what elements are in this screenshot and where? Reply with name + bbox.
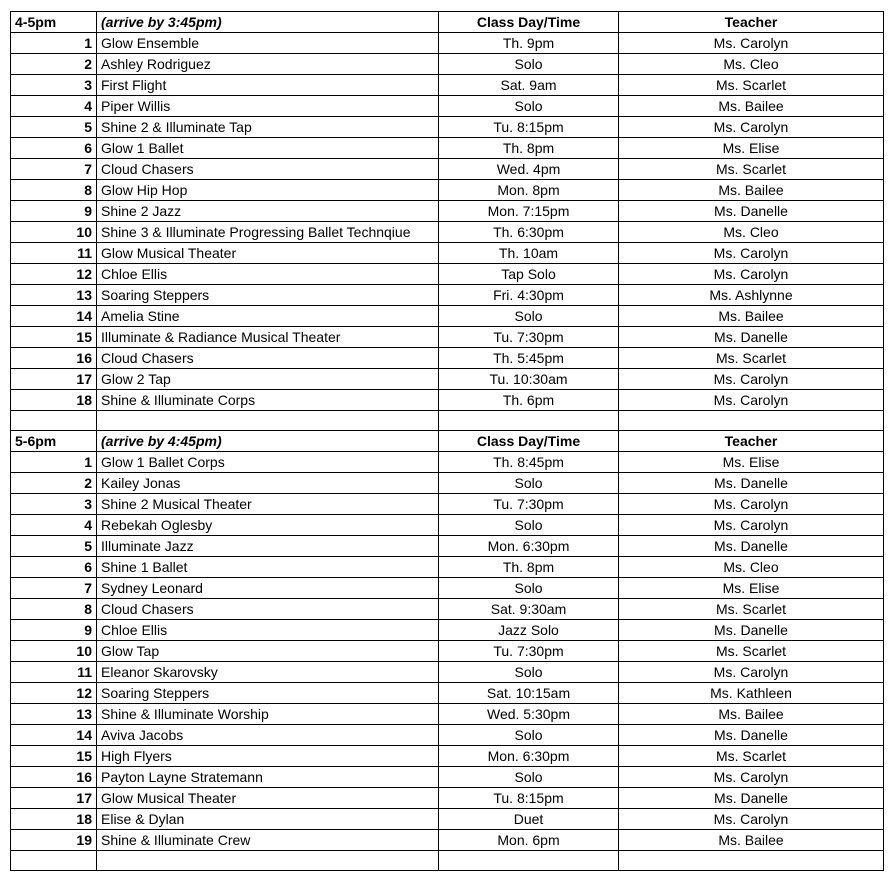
class-name[interactable]: Glow 1 Ballet: [97, 138, 439, 159]
table-row: [11, 54, 884, 75]
row-number[interactable]: 3: [11, 75, 97, 96]
table-row: [11, 809, 884, 830]
class-name[interactable]: Shine & Illuminate Crew: [97, 830, 439, 851]
column-header-teacher[interactable]: Teacher: [619, 431, 884, 452]
class-day-time[interactable]: Tu. 10:30am: [439, 369, 619, 390]
table-row: [11, 201, 884, 222]
teacher-name[interactable]: Ms. Carolyn: [619, 662, 884, 683]
empty-cell[interactable]: [97, 411, 439, 431]
table-row: [11, 369, 884, 390]
row-number[interactable]: 12: [11, 264, 97, 285]
teacher-name[interactable]: Ms. Danelle: [619, 536, 884, 557]
class-day-time[interactable]: Solo: [439, 54, 619, 75]
class-day-time[interactable]: Th. 5:45pm: [439, 348, 619, 369]
class-name[interactable]: Piper Willis: [97, 96, 439, 117]
row-number[interactable]: 8: [11, 599, 97, 620]
teacher-name[interactable]: Ms. Danelle: [619, 327, 884, 348]
teacher-name[interactable]: Ms. Elise: [619, 138, 884, 159]
row-number[interactable]: 19: [11, 830, 97, 851]
class-name[interactable]: Payton Layne Stratemann: [97, 767, 439, 788]
table-row: [11, 767, 884, 788]
class-day-time[interactable]: Sat. 10:15am: [439, 683, 619, 704]
empty-cell[interactable]: [439, 411, 619, 431]
section-arrival-note[interactable]: (arrive by 4:45pm): [97, 431, 439, 452]
teacher-name[interactable]: Ms. Ashlynne: [619, 285, 884, 306]
class-day-time[interactable]: Tu. 7:30pm: [439, 327, 619, 348]
class-name[interactable]: High Flyers: [97, 746, 439, 767]
class-day-time[interactable]: Mon. 6:30pm: [439, 536, 619, 557]
row-number[interactable]: 11: [11, 243, 97, 264]
class-day-time[interactable]: Tu. 8:15pm: [439, 117, 619, 138]
row-number[interactable]: 16: [11, 348, 97, 369]
class-day-time[interactable]: Wed. 4pm: [439, 159, 619, 180]
class-name[interactable]: Glow Musical Theater: [97, 788, 439, 809]
teacher-name[interactable]: Ms. Carolyn: [619, 264, 884, 285]
class-day-time[interactable]: Solo: [439, 306, 619, 327]
class-name[interactable]: Elise & Dylan: [97, 809, 439, 830]
teacher-name[interactable]: Ms. Carolyn: [619, 117, 884, 138]
table-row: [11, 159, 884, 180]
table-row: [11, 578, 884, 599]
row-number[interactable]: 1: [11, 452, 97, 473]
class-day-time[interactable]: Sat. 9:30am: [439, 599, 619, 620]
teacher-name[interactable]: Ms. Elise: [619, 452, 884, 473]
row-number[interactable]: 14: [11, 725, 97, 746]
teacher-name[interactable]: Ms. Carolyn: [619, 809, 884, 830]
class-name[interactable]: Illuminate Jazz: [97, 536, 439, 557]
class-day-time[interactable]: Solo: [439, 96, 619, 117]
class-day-time[interactable]: Th. 8pm: [439, 138, 619, 159]
column-header-teacher[interactable]: Teacher: [619, 12, 884, 33]
row-number[interactable]: 16: [11, 767, 97, 788]
class-day-time[interactable]: Solo: [439, 725, 619, 746]
row-number[interactable]: 2: [11, 54, 97, 75]
class-day-time[interactable]: Mon. 7:15pm: [439, 201, 619, 222]
column-header-class-day-time[interactable]: Class Day/Time: [439, 431, 619, 452]
row-number[interactable]: 15: [11, 746, 97, 767]
table-row: [11, 641, 884, 662]
table-row: [11, 788, 884, 809]
table-row: [11, 33, 884, 54]
class-name[interactable]: Cloud Chasers: [97, 159, 439, 180]
class-day-time[interactable]: Th. 9pm: [439, 33, 619, 54]
teacher-name[interactable]: Ms. Cleo: [619, 222, 884, 243]
teacher-name[interactable]: Ms. Danelle: [619, 473, 884, 494]
teacher-name[interactable]: Ms. Carolyn: [619, 515, 884, 536]
table-row: [11, 348, 884, 369]
class-day-time[interactable]: Mon. 6:30pm: [439, 746, 619, 767]
table-row: [11, 222, 884, 243]
schedule-table: [10, 11, 884, 871]
class-name[interactable]: Illuminate & Radiance Musical Theater: [97, 327, 439, 348]
row-number[interactable]: 17: [11, 788, 97, 809]
teacher-name[interactable]: Ms. Cleo: [619, 54, 884, 75]
class-name[interactable]: Aviva Jacobs: [97, 725, 439, 746]
row-number[interactable]: 18: [11, 390, 97, 411]
section-arrival-note[interactable]: (arrive by 3:45pm): [97, 12, 439, 33]
row-number[interactable]: 6: [11, 557, 97, 578]
class-day-time[interactable]: Sat. 9am: [439, 75, 619, 96]
class-day-time[interactable]: Th. 8:45pm: [439, 452, 619, 473]
class-name[interactable]: Shine 2 Musical Theater: [97, 494, 439, 515]
table-row: [11, 285, 884, 306]
teacher-name[interactable]: Ms. Scarlet: [619, 75, 884, 96]
teacher-name[interactable]: Ms. Kathleen: [619, 683, 884, 704]
row-number[interactable]: 13: [11, 704, 97, 725]
section-header-row: [11, 12, 884, 33]
blank-row: [11, 411, 884, 431]
row-number[interactable]: 7: [11, 578, 97, 599]
class-name[interactable]: Cloud Chasers: [97, 599, 439, 620]
table-row: [11, 704, 884, 725]
empty-cell[interactable]: [97, 851, 439, 871]
empty-cell[interactable]: [11, 851, 97, 871]
table-row: [11, 180, 884, 201]
section-time[interactable]: 4-5pm: [11, 12, 97, 33]
row-number[interactable]: 10: [11, 222, 97, 243]
teacher-name[interactable]: Ms. Carolyn: [619, 767, 884, 788]
row-number[interactable]: 11: [11, 662, 97, 683]
table-row: [11, 390, 884, 411]
teacher-name[interactable]: Ms. Carolyn: [619, 494, 884, 515]
teacher-name[interactable]: Ms. Scarlet: [619, 599, 884, 620]
row-number[interactable]: 9: [11, 201, 97, 222]
table-row: [11, 620, 884, 641]
teacher-name[interactable]: Ms. Carolyn: [619, 390, 884, 411]
class-day-time[interactable]: Th. 8pm: [439, 557, 619, 578]
teacher-name[interactable]: Ms. Bailee: [619, 306, 884, 327]
table-row: [11, 494, 884, 515]
table-row: [11, 599, 884, 620]
table-row: [11, 138, 884, 159]
class-day-time[interactable]: Solo: [439, 662, 619, 683]
class-name[interactable]: Eleanor Skarovsky: [97, 662, 439, 683]
teacher-name[interactable]: Ms. Bailee: [619, 830, 884, 851]
class-name[interactable]: Glow Hip Hop: [97, 180, 439, 201]
table-row: [11, 306, 884, 327]
class-day-time[interactable]: Mon. 8pm: [439, 180, 619, 201]
class-day-time[interactable]: Solo: [439, 515, 619, 536]
class-day-time[interactable]: Th. 6pm: [439, 390, 619, 411]
section-header-row: [11, 431, 884, 452]
table-row: [11, 452, 884, 473]
class-day-time[interactable]: Solo: [439, 767, 619, 788]
teacher-name[interactable]: Ms. Carolyn: [619, 369, 884, 390]
class-name[interactable]: Glow Ensemble: [97, 33, 439, 54]
row-number[interactable]: 8: [11, 180, 97, 201]
table-row: [11, 725, 884, 746]
row-number[interactable]: 5: [11, 117, 97, 138]
class-name[interactable]: Chloe Ellis: [97, 264, 439, 285]
class-day-time[interactable]: Tu. 7:30pm: [439, 494, 619, 515]
teacher-name[interactable]: Ms. Carolyn: [619, 33, 884, 54]
class-name[interactable]: Soaring Steppers: [97, 285, 439, 306]
teacher-name[interactable]: Ms. Danelle: [619, 201, 884, 222]
class-name[interactable]: Chloe Ellis: [97, 620, 439, 641]
empty-cell[interactable]: [11, 411, 97, 431]
table-row: [11, 264, 884, 285]
row-number[interactable]: 7: [11, 159, 97, 180]
section-time[interactable]: 5-6pm: [11, 431, 97, 452]
teacher-name[interactable]: Ms. Carolyn: [619, 243, 884, 264]
class-name[interactable]: Cloud Chasers: [97, 348, 439, 369]
table-row: [11, 327, 884, 348]
row-number[interactable]: 5: [11, 536, 97, 557]
table-row: [11, 746, 884, 767]
table-row: [11, 75, 884, 96]
class-day-time[interactable]: Tap Solo: [439, 264, 619, 285]
row-number[interactable]: 4: [11, 96, 97, 117]
blank-row: [11, 851, 884, 871]
class-name[interactable]: Glow Tap: [97, 641, 439, 662]
class-name[interactable]: Shine 2 Jazz: [97, 201, 439, 222]
table-row: [11, 557, 884, 578]
class-day-time[interactable]: Tu. 7:30pm: [439, 641, 619, 662]
class-day-time[interactable]: Duet: [439, 809, 619, 830]
row-number[interactable]: 18: [11, 809, 97, 830]
class-name[interactable]: Rebekah Oglesby: [97, 515, 439, 536]
class-name[interactable]: Shine & Illuminate Corps: [97, 390, 439, 411]
row-number[interactable]: 2: [11, 473, 97, 494]
teacher-name[interactable]: Ms. Bailee: [619, 96, 884, 117]
teacher-name[interactable]: Ms. Bailee: [619, 180, 884, 201]
class-day-time[interactable]: Solo: [439, 473, 619, 494]
class-name[interactable]: Soaring Steppers: [97, 683, 439, 704]
row-number[interactable]: 15: [11, 327, 97, 348]
class-name[interactable]: Shine 2 & Illuminate Tap: [97, 117, 439, 138]
table-row: [11, 830, 884, 851]
class-name[interactable]: Kailey Jonas: [97, 473, 439, 494]
row-number[interactable]: 17: [11, 369, 97, 390]
table-row: [11, 473, 884, 494]
class-name[interactable]: Ashley Rodriguez: [97, 54, 439, 75]
teacher-name[interactable]: Ms. Danelle: [619, 788, 884, 809]
row-number[interactable]: 10: [11, 641, 97, 662]
row-number[interactable]: 9: [11, 620, 97, 641]
column-header-class-day-time[interactable]: Class Day/Time: [439, 12, 619, 33]
empty-cell[interactable]: [439, 851, 619, 871]
teacher-name[interactable]: Ms. Danelle: [619, 620, 884, 641]
empty-cell[interactable]: [619, 851, 884, 871]
empty-cell[interactable]: [619, 411, 884, 431]
teacher-name[interactable]: Ms. Scarlet: [619, 159, 884, 180]
row-number[interactable]: 13: [11, 285, 97, 306]
teacher-name[interactable]: Ms. Scarlet: [619, 641, 884, 662]
row-number[interactable]: 6: [11, 138, 97, 159]
teacher-name[interactable]: Ms. Scarlet: [619, 746, 884, 767]
table-row: [11, 96, 884, 117]
class-name[interactable]: Glow 2 Tap: [97, 369, 439, 390]
class-day-time[interactable]: Th. 6:30pm: [439, 222, 619, 243]
table-row: [11, 243, 884, 264]
row-number[interactable]: 1: [11, 33, 97, 54]
teacher-name[interactable]: Ms. Scarlet: [619, 348, 884, 369]
table-row: [11, 117, 884, 138]
class-day-time[interactable]: Fri. 4:30pm: [439, 285, 619, 306]
class-name[interactable]: Sydney Leonard: [97, 578, 439, 599]
table-row: [11, 536, 884, 557]
class-day-time[interactable]: Th. 10am: [439, 243, 619, 264]
row-number[interactable]: 4: [11, 515, 97, 536]
class-name[interactable]: Shine 1 Ballet: [97, 557, 439, 578]
teacher-name[interactable]: Ms. Elise: [619, 578, 884, 599]
table-row: [11, 683, 884, 704]
row-number[interactable]: 12: [11, 683, 97, 704]
class-name[interactable]: Shine 3 & Illuminate Progressing Ballet Technqiue: [97, 222, 439, 243]
class-day-time[interactable]: Wed. 5:30pm: [439, 704, 619, 725]
teacher-name[interactable]: Ms. Danelle: [619, 725, 884, 746]
row-number[interactable]: 3: [11, 494, 97, 515]
schedule-body: [11, 12, 884, 871]
class-name[interactable]: First Flight: [97, 75, 439, 96]
class-day-time[interactable]: Mon. 6pm: [439, 830, 619, 851]
class-name[interactable]: Glow Musical Theater: [97, 243, 439, 264]
row-number[interactable]: 14: [11, 306, 97, 327]
class-day-time[interactable]: Solo: [439, 578, 619, 599]
table-row: [11, 662, 884, 683]
class-day-time[interactable]: Jazz Solo: [439, 620, 619, 641]
class-name[interactable]: Amelia Stine: [97, 306, 439, 327]
teacher-name[interactable]: Ms. Bailee: [619, 704, 884, 725]
class-name[interactable]: Shine & Illuminate Worship: [97, 704, 439, 725]
class-day-time[interactable]: Tu. 8:15pm: [439, 788, 619, 809]
class-name[interactable]: Glow 1 Ballet Corps: [97, 452, 439, 473]
teacher-name[interactable]: Ms. Cleo: [619, 557, 884, 578]
table-row: [11, 515, 884, 536]
